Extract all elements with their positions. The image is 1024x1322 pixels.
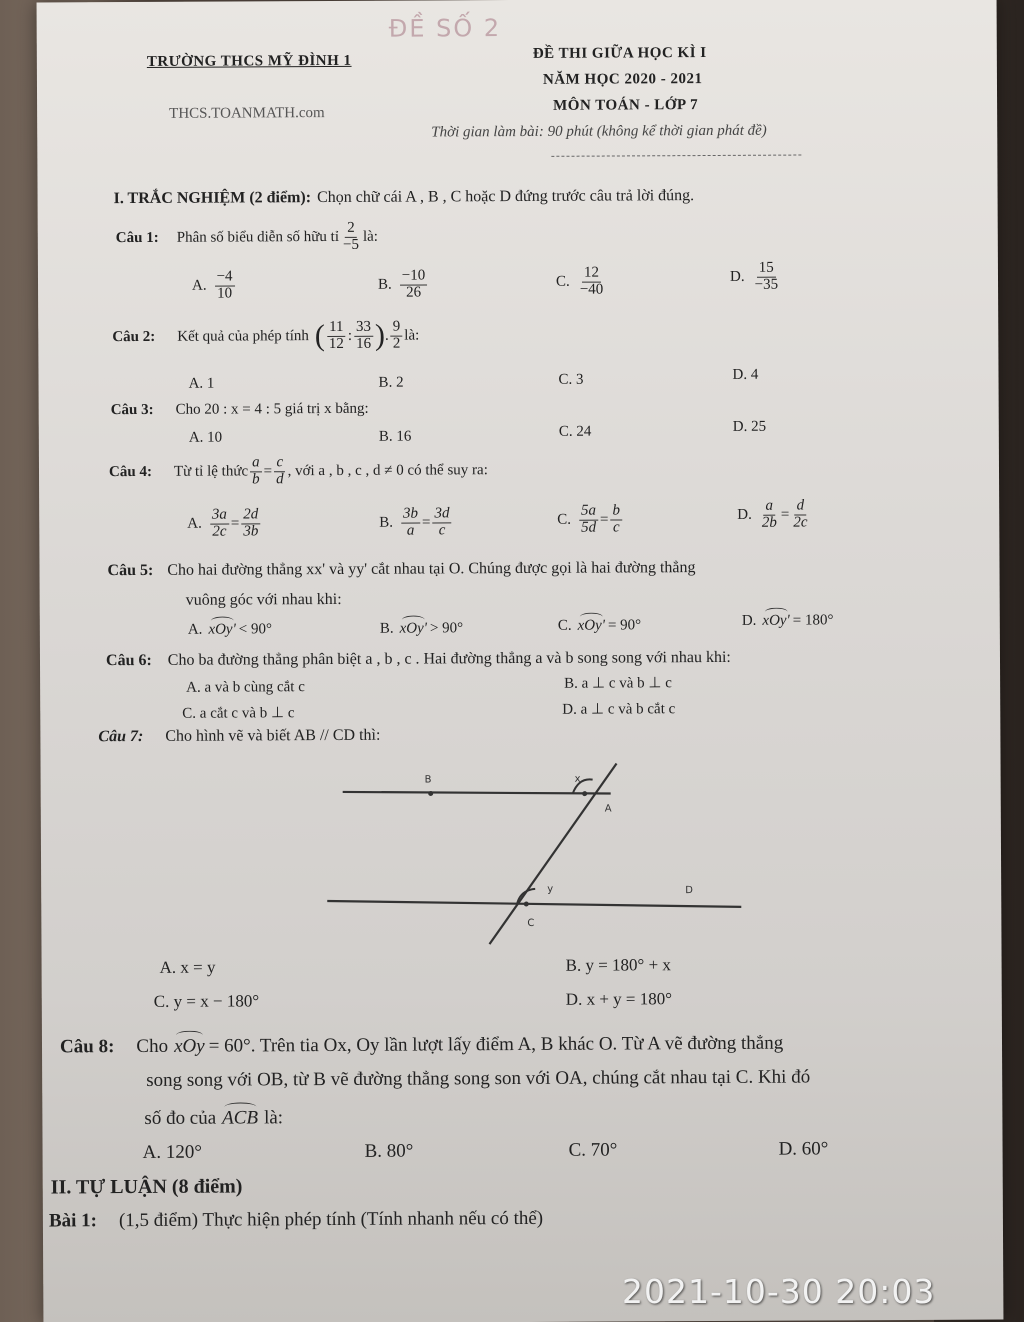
question-7	[98, 727, 380, 746]
q1-text: Phân số biểu diễn số hữu tỉ	[176, 228, 340, 246]
site-name: THCS.TOANMATH.com	[169, 105, 325, 122]
q4-b-d1: a	[406, 522, 415, 539]
section1-title: I. TRẮC NGHIỆM (2 điểm):	[113, 189, 312, 208]
q7-figure	[321, 755, 762, 947]
q8-line2: song song với OB, từ B vẽ đường thẳng song son với OA, chúng cắt nhau tại C. Khi đó	[146, 1066, 811, 1091]
q4-d-equals: =	[780, 506, 790, 523]
q1-label: Câu 1:	[115, 229, 159, 246]
q6-option-d[interactable]: D. a ⊥ c và b cắt c	[562, 701, 676, 718]
question-2	[112, 319, 419, 355]
bai1-label: Bài 1:	[48, 1210, 98, 1232]
q8-label: Câu 8:	[59, 1036, 115, 1058]
point-b	[428, 791, 433, 796]
q4-option-d[interactable]	[737, 498, 811, 531]
q1-option-d[interactable]	[730, 261, 782, 294]
point-c	[524, 901, 529, 906]
q5-option-d[interactable]	[742, 612, 834, 629]
q2-dot-sign: .	[384, 327, 389, 344]
q8-option-b[interactable]: B. 80°	[364, 1140, 414, 1162]
q4-c-equals: =	[599, 511, 609, 528]
q5-option-a[interactable]	[188, 621, 272, 638]
q4-d-n2: d	[795, 499, 807, 516]
section1-heading	[114, 187, 695, 208]
q4-b-d2: c	[438, 522, 446, 539]
q4-c-n1: 5a	[579, 504, 598, 521]
q4-c-n2: b	[610, 503, 622, 520]
q1-b-den: 26	[406, 284, 422, 301]
q7-option-c[interactable]: C. y = x − 180°	[153, 991, 260, 1011]
exam-title: ĐỀ THI GIỮA HỌC KÌ I	[532, 45, 707, 62]
q1-frac-num: 2	[345, 221, 357, 238]
q1-c-num: 12	[582, 266, 601, 283]
q4-a-equals: =	[230, 515, 240, 532]
q5-label: Câu 5:	[107, 561, 154, 580]
q7-option-b[interactable]: B. y = 180° + x	[565, 955, 671, 975]
q2-f3-num: 9	[391, 319, 403, 336]
q4-b-n2: 3d	[432, 506, 451, 523]
transversal-line	[489, 763, 618, 944]
q6-option-a[interactable]: A. a và b cùng cắt c	[186, 679, 305, 696]
q3-option-a[interactable]: A. 10	[188, 429, 223, 446]
q5-d-angle: xOy'	[762, 612, 790, 629]
q4-c-d1: 5d	[581, 519, 597, 536]
question-4	[109, 454, 488, 488]
q2-open-paren: (	[314, 319, 325, 353]
q5-option-c[interactable]	[558, 617, 641, 634]
q5-a-angle: xOy'	[208, 621, 236, 638]
section1-instruction: Chọn chữ cái A , B , C hoặc D đứng trước câu trả lời đúng.	[317, 187, 695, 207]
q4-option-b[interactable]	[379, 506, 453, 539]
q1-option-a[interactable]	[192, 269, 237, 302]
q7-option-d[interactable]: D. x + y = 180°	[565, 989, 673, 1009]
q4-prop-a: a	[250, 455, 262, 472]
q1-d-num: 15	[757, 261, 776, 278]
q8-line3-pre: số đo của	[144, 1107, 217, 1129]
question-3	[111, 401, 369, 419]
q4-text: Từ tỉ lệ thức	[173, 463, 249, 480]
q5-a-rest: < 90°	[238, 621, 273, 638]
q2-f2-num: 33	[354, 320, 373, 337]
label-b: B	[424, 774, 432, 786]
q5-d-letter: D.	[741, 612, 757, 629]
q4-a-d1: 2c	[212, 523, 227, 540]
label-y: y	[547, 883, 554, 895]
q1-frac-den: −5	[342, 236, 360, 253]
header-divider	[551, 155, 801, 157]
q4-d-d1: 2b	[761, 514, 777, 531]
line-cd	[327, 899, 741, 909]
q4-a-d2: 3b	[243, 523, 259, 540]
q4-option-c[interactable]	[557, 503, 624, 536]
q8-option-c[interactable]: C. 70°	[568, 1139, 618, 1161]
q5-b-letter: B.	[379, 620, 394, 637]
q1-b-letter: B.	[377, 276, 392, 293]
q4-label: Câu 4:	[108, 463, 152, 480]
q1-c-letter: C.	[555, 273, 570, 290]
exam-paper	[37, 0, 1004, 1322]
q1-option-c[interactable]	[556, 266, 607, 299]
q1-c-den: −40	[579, 281, 604, 298]
q2-option-d[interactable]: D. 4	[732, 366, 759, 383]
q5-option-b[interactable]	[380, 620, 463, 637]
q8-angle-acb: ACB	[222, 1107, 259, 1129]
q2-tail: là:	[404, 327, 420, 344]
q6-option-c[interactable]: C. a cắt c và b ⊥ c	[182, 705, 295, 722]
q3-option-b[interactable]: B. 16	[378, 428, 412, 445]
q1-a-letter: A.	[191, 277, 207, 294]
q4-d-d2: 2c	[793, 514, 808, 531]
q8-post: = 60°. Trên tia Ox, Oy lần lượt lấy điểm A, B khác O. Từ A vẽ đường thẳng	[208, 1032, 784, 1057]
q4-a-letter: A.	[187, 515, 202, 532]
question-1	[116, 221, 378, 255]
photo-timestamp: 2021-10-30 20:03	[622, 1272, 936, 1311]
q2-f1-num: 11	[327, 320, 346, 337]
q7-label: Câu 7:	[98, 727, 144, 746]
bai-1	[49, 1208, 543, 1233]
q3-label: Câu 3:	[110, 401, 154, 419]
school-name: TRƯỜNG THCS MỸ ĐÌNH 1	[146, 52, 352, 70]
q5-text-line2: vuông góc với nhau khi:	[185, 590, 342, 609]
label-x: x	[574, 773, 581, 785]
q2-f1-den: 12	[328, 335, 344, 352]
handwritten-note: ĐỀ SỐ 2	[388, 14, 502, 43]
q5-text-line1: Cho hai đường thẳng xx' và yy' cắt nhau tại O. Chúng được gọi là hai đường thẳng	[167, 559, 696, 579]
q8-line3-post: là:	[263, 1107, 284, 1129]
q1-fraction	[341, 221, 361, 254]
q4-prop-d: d	[276, 470, 284, 488]
q4-a-n2: 2d	[241, 507, 260, 524]
q5-c-angle: xOy'	[577, 617, 605, 634]
q5-a-letter: A.	[187, 621, 203, 638]
q8-angle-xoy: xOy	[174, 1035, 205, 1057]
q1-d-letter: D.	[729, 268, 745, 285]
q4-prop-c: c	[274, 455, 285, 472]
q4-equals: =	[263, 463, 273, 480]
q4-b-letter: B.	[379, 514, 394, 531]
q6-text: Cho ba đường thẳng phân biệt a , b , c . Hai đường thẳng a và b song song với nhau khi:	[167, 648, 731, 669]
q1-d-den: −35	[754, 276, 779, 293]
question-8	[60, 1033, 783, 1059]
q6-option-b[interactable]: B. a ⊥ c và b ⊥ c	[564, 675, 672, 692]
q4-d-letter: D.	[737, 506, 752, 523]
q2-f3-den: 2	[392, 335, 401, 352]
q8-pre: Cho	[136, 1035, 169, 1058]
q1-a-den: 10	[217, 285, 233, 302]
question-6	[106, 649, 731, 670]
q1-tail: là:	[362, 228, 379, 245]
q2-option-a[interactable]: A. 1	[188, 375, 215, 392]
q4-c-d2: c	[612, 519, 620, 536]
q5-d-rest: = 180°	[792, 612, 834, 629]
q1-option-b[interactable]	[378, 268, 429, 301]
q3-text: Cho 20 : x = 4 : 5 giá trị x bằng:	[175, 400, 369, 418]
q8-option-d[interactable]: D. 60°	[778, 1138, 829, 1160]
bai1-text: (1,5 điểm) Thực hiện phép tính (Tính nhanh nếu có thể)	[118, 1207, 544, 1232]
label-c: C	[527, 917, 535, 929]
q7-option-a[interactable]: A. x = y	[159, 957, 216, 977]
q2-divide-sign: :	[347, 327, 353, 344]
q2-close-paren: )	[374, 318, 386, 352]
q4-c-letter: C.	[557, 511, 572, 528]
q7-text: Cho hình vẽ và biết AB // CD thì:	[165, 726, 381, 745]
q4-b-equals: =	[421, 514, 431, 531]
q2-f2-den: 16	[356, 335, 372, 352]
label-d: D	[685, 885, 693, 897]
time-note: Thời gian làm bài: 90 phút (không kể thời gian phát đề)	[431, 122, 767, 141]
q4-option-a[interactable]	[187, 507, 262, 540]
q4-b-n1: 3b	[401, 507, 420, 524]
q4-a-n1: 3a	[210, 508, 229, 525]
q8-line3	[144, 1107, 283, 1130]
q4-prop-b: b	[252, 471, 260, 488]
q5-c-letter: C.	[557, 617, 572, 634]
q6-label: Câu 6:	[105, 651, 152, 670]
question-5	[107, 559, 695, 580]
school-year: NĂM HỌC 2020 - 2021	[542, 71, 703, 88]
q5-b-rest: > 90°	[429, 620, 464, 637]
line-ab	[343, 791, 611, 795]
q2-text: Kết quả của phép tính	[177, 327, 309, 345]
q3-option-d[interactable]: D. 25	[732, 418, 767, 435]
q4-d-n1: a	[763, 499, 775, 516]
q4-tail: , với a , b , c , d ≠ 0 có thể suy ra:	[287, 461, 488, 479]
q2-option-c[interactable]: C. 3	[558, 371, 584, 388]
section2-title: II. TỰ LUẬN (8 điểm)	[50, 1175, 243, 1199]
point-a	[582, 791, 587, 796]
q2-option-b[interactable]: B. 2	[378, 374, 404, 391]
q3-option-c[interactable]: C. 24	[558, 423, 592, 440]
label-a: A	[604, 803, 612, 815]
q1-a-num: −4	[215, 269, 235, 286]
subject: MÔN TOÁN - LỚP 7	[553, 97, 699, 114]
q1-b-num: −10	[400, 268, 428, 285]
q8-option-a[interactable]: A. 120°	[142, 1141, 202, 1163]
q5-b-angle: xOy'	[399, 620, 427, 637]
q5-c-rest: = 90°	[607, 617, 642, 634]
q2-label: Câu 2:	[112, 328, 156, 345]
